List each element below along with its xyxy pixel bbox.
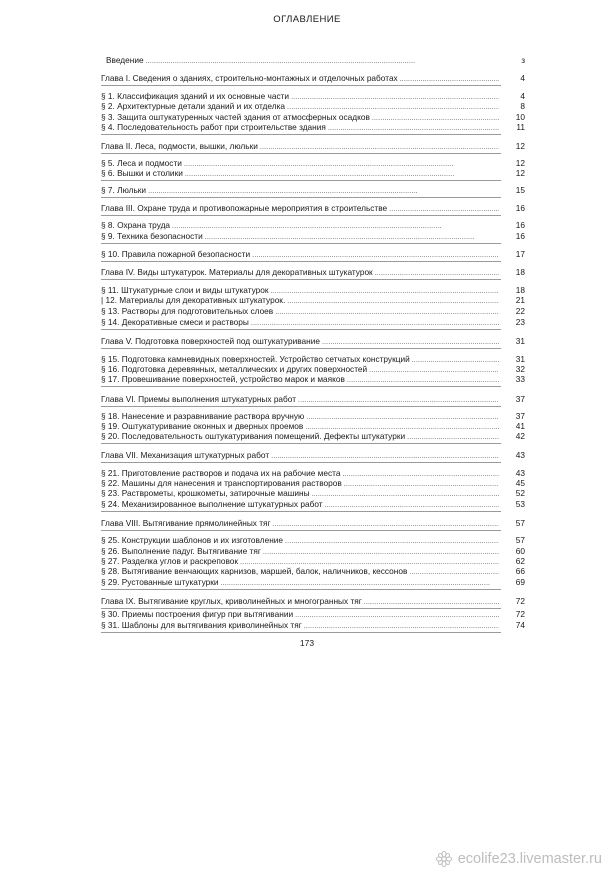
toc-entry-title: Глава VIII. Вытягивание прямолинейных тяг — [101, 518, 271, 528]
toc-entry — [101, 609, 525, 620]
section-divider — [101, 348, 501, 349]
section-divider — [101, 589, 501, 590]
toc-entry-title: § 6. Вышки и столики — [101, 168, 183, 178]
section-divider — [101, 279, 501, 280]
toc-entry-title: § 5. Леса и подмости — [101, 158, 182, 168]
toc-entry-page: 16 — [515, 231, 525, 241]
toc-entry-page: 62 — [515, 556, 525, 566]
section-divider — [101, 243, 501, 244]
toc-entry — [101, 220, 525, 231]
toc-entry-page: 23 — [515, 317, 525, 327]
page-title: ОГЛАВЛЕНИЕ — [273, 14, 341, 25]
dot-leader — [328, 125, 499, 132]
page-number: 173 — [299, 638, 315, 648]
toc-entry-title: § 21. Приготовление растворов и подача их на рабочие места — [101, 468, 341, 478]
section-divider — [101, 85, 501, 86]
toc-entry-page: 12 — [515, 168, 525, 178]
toc-entry-page: 72 — [515, 609, 525, 619]
section-divider — [101, 462, 501, 463]
toc-entry-title: § 29. Рустованные штукатурки — [101, 577, 219, 587]
toc-entry-page: 4 — [520, 73, 525, 83]
toc-entry-title: Глава I. Сведения о зданиях, строительно-монтажных и отделочных работах — [101, 73, 398, 83]
toc-entry-title: § 16. Подготовка деревянных, металлических и других поверхностей — [101, 364, 368, 374]
toc-entry-page: 12 — [515, 158, 525, 168]
dot-leader — [305, 424, 499, 431]
dot-leader — [304, 623, 499, 630]
toc-entry-title: Глава IV. Виды штукатурок. Материалы для декоративных штукатурок — [101, 267, 373, 277]
toc-entry-title: § 9. Техника безопасности — [101, 231, 203, 241]
toc-entry — [101, 122, 525, 133]
dot-leader — [273, 521, 499, 528]
toc-entry-title: § 10. Правила пожарной безопасности — [101, 249, 251, 259]
section-divider — [101, 386, 501, 387]
dot-leader — [369, 367, 499, 374]
watermark — [435, 850, 602, 868]
toc-entry-page: 45 — [515, 478, 525, 488]
toc-entry-page: 66 — [515, 566, 525, 576]
dot-leader — [364, 599, 499, 606]
dot-leader — [298, 397, 499, 404]
toc-entry-title: § 19. Оштукатуривание оконных и дверных проемов — [101, 421, 304, 431]
toc-entry-title: Введение — [106, 55, 144, 65]
dot-leader — [221, 580, 499, 587]
toc-entry-title: § 1. Классификация зданий и их основные части — [101, 91, 290, 101]
toc-entry-page: 18 — [515, 285, 525, 295]
dot-leader — [287, 104, 499, 111]
toc-entry-title: § 4. Последовательность работ при строительстве здания — [101, 122, 326, 132]
toc-entry-title: § 11. Штукатурные слои и виды штукатурок — [101, 285, 269, 295]
toc-entry — [101, 141, 525, 152]
toc-entry-page: 57 — [515, 535, 525, 545]
toc-entry-title: Глава V. Подготовка поверхностей под оштукатуривание — [101, 336, 320, 346]
section-divider — [101, 632, 501, 633]
dot-leader — [312, 491, 499, 498]
toc-entry-page: 69 — [515, 577, 525, 587]
flower-logo-icon — [435, 850, 453, 868]
toc-entry-page: 17 — [515, 249, 525, 259]
toc-entry-page: 11 — [516, 122, 525, 132]
toc-entry-page: 43 — [515, 468, 525, 478]
dot-leader — [375, 270, 499, 277]
toc-entry — [101, 185, 525, 196]
dot-leader — [389, 206, 499, 213]
toc-entry — [101, 249, 525, 260]
dot-leader — [275, 309, 499, 316]
toc-entry-page: 43 — [515, 450, 525, 460]
toc-entry — [101, 394, 525, 405]
section-divider — [101, 443, 501, 444]
dot-leader — [263, 549, 499, 556]
toc-entry — [101, 577, 525, 588]
toc-entry-title: § 17. Провешивание поверхностей, устройство марок и маяков — [101, 374, 345, 384]
toc-entry-title: § 24. Механизированное выполнение штукатурных работ — [101, 499, 323, 509]
dot-leader — [372, 115, 499, 122]
section-divider — [101, 180, 501, 181]
toc-entry-title: Глава II. Леса, подмости, вышки, люльки — [101, 141, 258, 151]
toc-entry-title: § 13. Растворы для подготовительных слоев — [101, 306, 274, 316]
toc-entry-title: § 31. Шаблоны для вытягивания криволинейных тяг — [101, 620, 302, 630]
toc-entry-page: 53 — [515, 499, 525, 509]
toc-entry-title: Глава IX. Вытягивание круглых, криволинейных и многогранных тяг — [101, 596, 362, 606]
toc-entry-title: § 2. Архитектурные детали зданий и их отделка — [101, 101, 286, 111]
toc-entry-title: Глава III. Охране труда и противопожарные мероприятия в строительстве — [101, 203, 388, 213]
toc-entry-title: § 26. Выполнение падуг. Вытягивание тяг — [101, 546, 261, 556]
dot-leader — [347, 377, 499, 384]
toc-entry-page: 31 — [515, 354, 525, 364]
dot-leader — [409, 569, 499, 576]
toc-entry — [101, 488, 525, 499]
toc-entry-page: 10 — [515, 112, 525, 122]
section-divider — [101, 134, 501, 135]
toc-entry-title: § 15. Подготовка камневидных поверхностей. Устройство сетчатых конструкций — [101, 354, 410, 364]
toc-entry — [106, 55, 525, 66]
toc-entry — [101, 374, 525, 385]
toc-entry-title: § 27. Разделка углов и раскреповок — [101, 556, 239, 566]
toc-entry-title: § 14. Декоративные смеси и растворы — [101, 317, 249, 327]
toc-entry — [101, 450, 525, 461]
toc-entry — [101, 596, 525, 607]
toc-entry-page: 31 — [515, 336, 525, 346]
toc-entry — [101, 295, 525, 306]
toc-entry-page: 16 — [515, 220, 525, 230]
dot-leader — [271, 288, 499, 295]
toc-entry-title: Глава VI. Приемы выполнения штукатурных работ — [101, 394, 297, 404]
toc-entry-page: 33 — [515, 374, 525, 384]
toc-entry — [101, 267, 525, 278]
toc-entry-page: 74 — [515, 620, 525, 630]
toc-entry-page: 72 — [515, 596, 525, 606]
toc-entry-page: 41 — [515, 421, 525, 431]
dot-leader — [252, 252, 499, 259]
dot-leader — [342, 471, 499, 478]
toc-entry-page: 4 — [520, 91, 525, 101]
dot-leader — [412, 357, 499, 364]
toc-entry-title: § 8. Охрана труда — [101, 220, 171, 230]
dot-leader — [172, 223, 499, 230]
dot-leader — [325, 502, 499, 509]
section-divider — [101, 511, 501, 512]
toc-entry — [101, 317, 525, 328]
dot-leader — [407, 434, 499, 441]
toc-entry-page: 32 — [515, 364, 525, 374]
section-divider — [101, 406, 501, 407]
toc-entry — [101, 518, 525, 529]
dot-leader — [205, 234, 499, 241]
toc-entry — [101, 535, 525, 546]
toc-entry — [101, 101, 525, 112]
toc-entry-title: Глава VII. Механизация штукатурных работ — [101, 450, 270, 460]
section-divider — [101, 530, 501, 531]
toc-entry-page: 8 — [520, 101, 525, 111]
toc-entry-title: § 18. Нанесение и разравнивание раствора вручную — [101, 411, 305, 421]
watermark-text: ecolife23.livemaster.ru — [457, 851, 602, 867]
toc-entry — [101, 203, 525, 214]
toc-entry — [101, 620, 525, 631]
toc-entry-page: 15 — [515, 185, 525, 195]
toc-entry-page: 12 — [515, 141, 525, 151]
section-divider — [101, 197, 501, 198]
toc-entry-page: 22 — [515, 306, 525, 316]
toc-entry — [101, 168, 525, 179]
dot-leader — [251, 320, 499, 327]
toc-entry-title: § 22. Машины для нанесения и транспортирования растворов — [101, 478, 342, 488]
toc-entry-page: 42 — [515, 431, 525, 441]
dot-leader — [185, 171, 499, 178]
toc-entry-page: 16 — [515, 203, 525, 213]
dot-leader — [400, 76, 499, 83]
toc-entry-title: § 28. Вытягивание венчающих карнизов, маршей, балок, наличников, кессонов — [101, 566, 408, 576]
toc-entry-page: 52 — [515, 488, 525, 498]
dot-leader — [295, 612, 499, 619]
dot-leader — [322, 339, 499, 346]
toc-entry — [101, 73, 525, 84]
dot-leader — [260, 144, 499, 151]
toc-entry — [101, 431, 525, 442]
toc-entry-title: § 25. Конструкции шаблонов и их изготовление — [101, 535, 284, 545]
dot-leader — [148, 188, 499, 195]
toc-entry — [101, 306, 525, 317]
toc-entry-title: § 30. Приемы построения фигур при вытягивании — [101, 609, 294, 619]
section-divider — [101, 215, 501, 216]
toc-entry — [101, 336, 525, 347]
toc-entry — [101, 566, 525, 577]
toc-entry-page: 37 — [515, 394, 525, 404]
toc-entry-page: з — [521, 55, 525, 65]
dot-leader — [306, 414, 499, 421]
dot-leader — [344, 481, 499, 488]
dot-leader — [287, 298, 499, 305]
dot-leader — [285, 538, 499, 545]
toc-entry — [101, 499, 525, 510]
dot-leader — [146, 58, 499, 65]
section-divider — [101, 329, 501, 330]
toc-entry-page: 21 — [515, 295, 525, 305]
section-divider — [101, 153, 501, 154]
toc-entry-page: 37 — [515, 411, 525, 421]
dot-leader — [271, 453, 499, 460]
dot-leader — [240, 559, 499, 566]
dot-leader — [184, 161, 499, 168]
dot-leader — [291, 94, 499, 101]
toc-entry-title: § 7. Люльки — [101, 185, 147, 195]
section-divider — [101, 261, 501, 262]
toc-entry — [101, 231, 525, 242]
toc-entry-title: § 20. Последовательность оштукатуривания помещений. Дефекты штукатурки — [101, 431, 406, 441]
toc-entry-page: 18 — [515, 267, 525, 277]
toc-entry-page: 57 — [515, 518, 525, 528]
toc-entry-page: 60 — [515, 546, 525, 556]
toc-entry-title: § 23. Растврометы, крошкометы, затирочные машины — [101, 488, 310, 498]
toc-entry-title: § 3. Защита оштукатуренных частей здания от атмосферных осадков — [101, 112, 370, 122]
toc-entry-title: | 12. Материалы для декоративных штукатурок. — [101, 295, 286, 305]
